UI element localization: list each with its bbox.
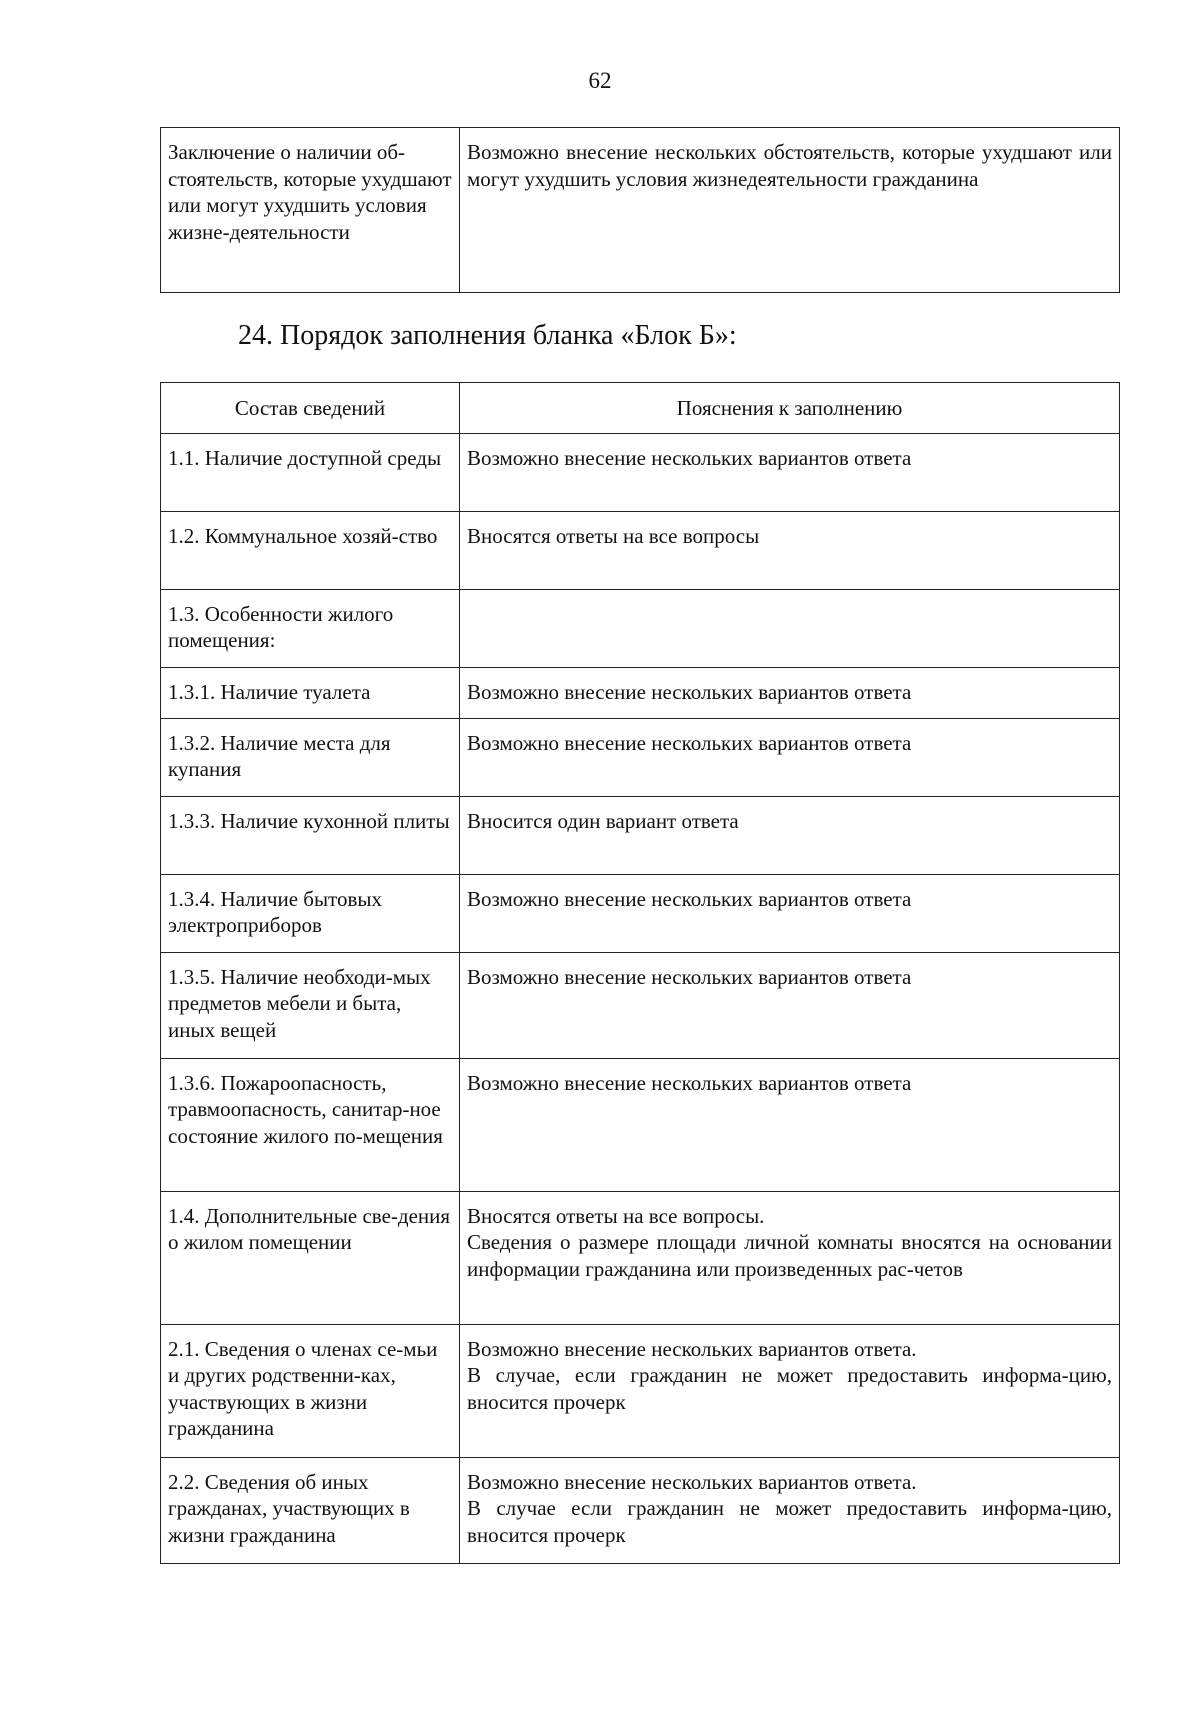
note-line: Возможно внесение нескольких вариантов ответа. — [467, 1336, 917, 1361]
table-cell-item: 1.3.2. Наличие места для купания — [161, 718, 460, 796]
table-row — [161, 1058, 1120, 1191]
block-b-table — [160, 382, 1120, 1564]
table-row — [161, 589, 1120, 667]
note-line: Возможно внесение нескольких вариантов ответа. — [467, 1469, 917, 1494]
note-line: Вносится один вариант ответа — [467, 808, 739, 833]
table-cell-note — [460, 1191, 1120, 1324]
table-row — [161, 796, 1120, 874]
note-line: Возможно внесение нескольких вариантов ответа — [467, 730, 912, 755]
table-cell-item: 2.2. Сведения об иных гражданах, участвующих в жизни гражданина — [161, 1457, 460, 1563]
table-cell-item: 1.3. Особенности жилого помещения: — [161, 589, 460, 667]
column-header-explanations: Пояснения к заполнению — [460, 383, 1120, 434]
note-line-secondary: В случае, если гражданин не может предоставить информа-цию, вносится прочерк — [467, 1363, 1112, 1414]
table-cell-item: Заключение о наличии об-стоятельств, которые ухудшают или могут ухудшить условия жизне-деятельности — [161, 128, 460, 293]
table-cell-note — [460, 796, 1120, 874]
table-row — [161, 1457, 1120, 1563]
table-cell-item: 1.3.5. Наличие необходи-мых предметов мебели и быта, иных вещей — [161, 952, 460, 1058]
table-cell-note: Возможно внесение нескольких обстоятельств, которые ухудшают или могут ухудшить условия жизнедеятельности гражданина — [460, 128, 1120, 293]
table-cell-item: 2.1. Сведения о членах се-мьи и других родственни-ках, участвующих в жизни гражданина — [161, 1324, 460, 1457]
note-line: Вносятся ответы на все вопросы. — [467, 1203, 765, 1228]
note-line-secondary: Сведения о размере площади личной комнаты вносятся на основании информации гражданина или произведенных рас-четов — [467, 1230, 1112, 1281]
note-line-secondary: В случае если гражданин не может предоставить информа-цию, вносится прочерк — [467, 1496, 1112, 1547]
table-cell-item: 1.3.3. Наличие кухонной плиты — [161, 796, 460, 874]
table-cell-note — [460, 952, 1120, 1058]
table-cell-item: 1.2. Коммунальное хозяй-ство — [161, 511, 460, 589]
table-cell-item: 1.3.1. Наличие туалета — [161, 667, 460, 718]
table-cell-item: 1.1. Наличие доступной среды — [161, 433, 460, 511]
note-line: Возможно внесение нескольких вариантов ответа — [467, 445, 912, 470]
table-row — [161, 718, 1120, 796]
section-heading: 24. Порядок заполнения бланка «Блок Б»: — [238, 320, 737, 351]
table-row — [161, 433, 1120, 511]
table-row — [161, 952, 1120, 1058]
table-row — [161, 667, 1120, 718]
table-cell-note — [460, 433, 1120, 511]
table-cell-item: 1.3.4. Наличие бытовых электроприборов — [161, 874, 460, 952]
table-row — [161, 874, 1120, 952]
table-cell-item: 1.3.6. Пожароопасность, травмоопасность, санитар-ное состояние жилого по-мещения — [161, 1058, 460, 1191]
page-number: 62 — [588, 68, 612, 93]
note-line: Возможно внесение нескольких вариантов ответа — [467, 679, 912, 704]
table-row — [161, 1191, 1120, 1324]
table-cell-note — [460, 1457, 1120, 1563]
table-row — [161, 1324, 1120, 1457]
note-line: Возможно внесение нескольких вариантов ответа — [467, 886, 912, 911]
note-line: Вносятся ответы на все вопросы — [467, 523, 760, 548]
table-cell-note — [460, 718, 1120, 796]
table-row — [161, 128, 1120, 293]
column-header-composition: Состав сведений — [161, 383, 460, 434]
table-cell-note — [460, 589, 1120, 667]
note-line: Возможно внесение нескольких вариантов ответа — [467, 1070, 912, 1095]
table-header-row — [161, 383, 1120, 434]
table-cell-item: 1.4. Дополнительные све-дения о жилом помещении — [161, 1191, 460, 1324]
table-cell-note — [460, 667, 1120, 718]
conclusion-table — [160, 127, 1120, 293]
table-cell-note — [460, 1058, 1120, 1191]
table-row — [161, 511, 1120, 589]
table-cell-note — [460, 1324, 1120, 1457]
note-line: Возможно внесение нескольких вариантов ответа — [467, 964, 912, 989]
table-cell-note — [460, 874, 1120, 952]
table-cell-note — [460, 511, 1120, 589]
